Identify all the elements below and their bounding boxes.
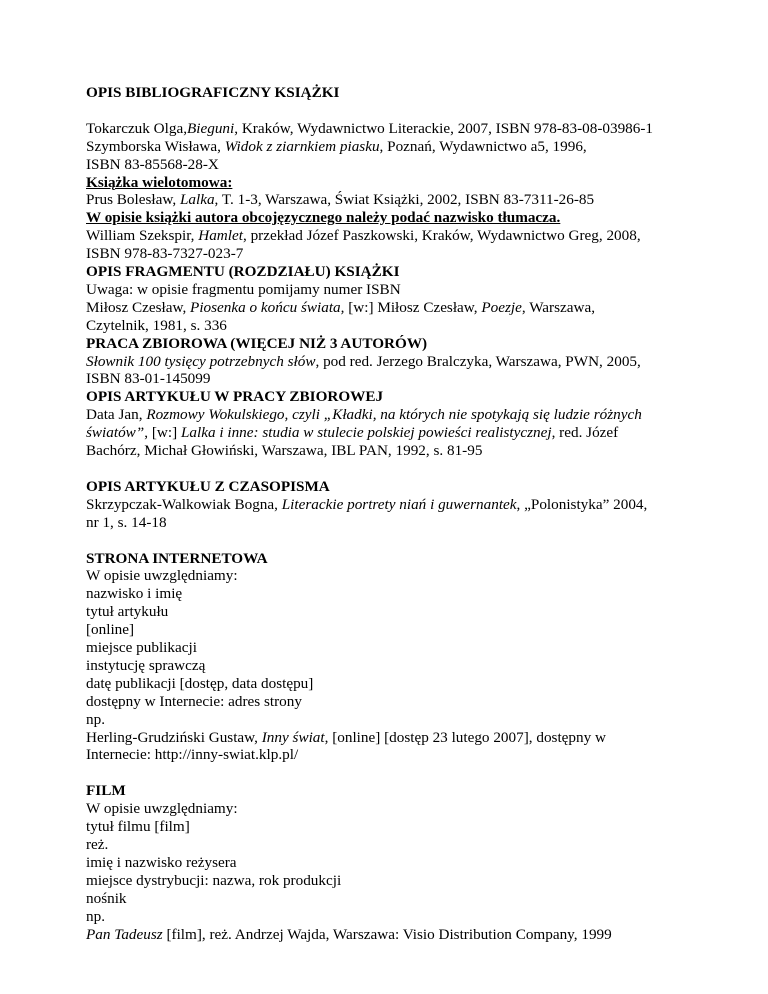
heading-article-journal: OPIS ARTYKUŁU Z CZASOPISMA (86, 477, 330, 495)
heading-article-collective: OPIS ARTYKUŁU W PRACY ZBIOROWEJ (86, 388, 384, 406)
film-intro: W opisie uwzględniamy: (86, 800, 238, 818)
entry-szymborska-isbn: ISBN 83-85568-28-X (86, 155, 219, 173)
film-item: np. (86, 907, 105, 925)
entry-prus: Prus Bolesław, Lalka, T. 1-3, Warszawa, Świat Książki, 2002, ISBN 83-7311-26-85 (86, 191, 595, 209)
entry-herling-line2: Internecie: http://inny-swiat.klp.pl/ (86, 746, 299, 764)
entry-pan-tadeusz: Pan Tadeusz [film], reż. Andrzej Wajda, Warszawa: Visio Distribution Company, 1999 (86, 925, 612, 943)
website-intro: W opisie uwzględniamy: (86, 567, 238, 585)
website-item: datę publikacji [dostęp, data dostępu] (86, 674, 314, 692)
entry-data-jan: Data Jan, Rozmowy Wokulskiego, czyli „Kładki, na których nie spotykają się ludzie różnych (86, 406, 642, 424)
website-item: tytuł artykułu (86, 603, 169, 621)
fragment-note: Uwaga: w opisie fragmentu pomijamy numer ISBN (86, 280, 401, 298)
film-item: nośnik (86, 889, 127, 907)
entry-data-jan-line3: Bachórz, Michał Głowiński, Warszawa, IBL PAN, 1992, s. 81-95 (86, 442, 483, 460)
entry-szekspir-isbn: ISBN 978-83-7327-023-7 (86, 245, 244, 263)
heading-website: STRONA INTERNETOWA (86, 549, 268, 567)
entry-tokarczuk: Tokarczuk Olga,Bieguni, Kraków, Wydawnictwo Literackie, 2007, ISBN 978-83-08-03986-1 (86, 119, 654, 137)
entry-milosz: Miłosz Czesław, Piosenka o końcu świata, [w:] Miłosz Czesław, Poezje, Warszawa, (86, 298, 596, 316)
website-item: miejsce publikacji (86, 639, 197, 657)
entry-data-jan-line2: światów”, [w:] Lalka i inne: studia w stulecie polskiej powieści realistycznej, red. Józef (86, 424, 619, 442)
entry-szekspir: William Szekspir, Hamlet, przekład Józef Paszkowski, Kraków, Wydawnictwo Greg, 2008, (86, 227, 641, 245)
entry-slownik: Słownik 100 tysięcy potrzebnych słów, pod red. Jerzego Bralczyka, Warszawa, PWN, 2005, (86, 352, 641, 370)
website-item: [online] (86, 621, 135, 639)
film-item: tytuł filmu [film] (86, 818, 190, 836)
film-item: imię i nazwisko reżysera (86, 853, 237, 871)
page-title: OPIS BIBLIOGRAFICZNY KSIĄŻKI (86, 84, 340, 101)
entry-szymborska: Szymborska Wisława, Widok z ziarnkiem piasku, Poznań, Wydawnictwo a5, 1996, (86, 137, 587, 155)
entry-milosz-line2: Czytelnik, 1981, s. 336 (86, 316, 227, 334)
document-page (86, 84, 746, 943)
entry-skrzypczak: Skrzypczak-Walkowiak Bogna, Literackie portrety niań i guwernantek, „Polonistyka” 2004, (86, 495, 648, 513)
heading-foreign-author: W opisie książki autora obcojęzycznego należy podać nazwisko tłumacza. (86, 209, 561, 227)
entry-herling: Herling-Grudziński Gustaw, Inny świat, [online] [dostęp 23 lutego 2007], dostępny w (86, 728, 606, 746)
website-item: dostępny w Internecie: adres strony (86, 692, 302, 710)
heading-fragment: OPIS FRAGMENTU (ROZDZIAŁU) KSIĄŻKI (86, 263, 400, 281)
heading-collective: PRACA ZBIOROWA (WIĘCEJ NIŻ 3 AUTORÓW) (86, 334, 428, 352)
entry-skrzypczak-line2: nr 1, s. 14-18 (86, 513, 167, 531)
film-item: reż. (86, 836, 109, 853)
entry-slownik-isbn: ISBN 83-01-145099 (86, 370, 211, 388)
website-item: np. (86, 710, 105, 728)
heading-film: FILM (86, 782, 126, 800)
film-item: miejsce dystrybucji: nazwa, rok produkcji (86, 871, 342, 889)
website-item: instytucję sprawczą (86, 656, 206, 674)
website-item: nazwisko i imię (86, 585, 183, 603)
heading-multivolume: Książka wielotomowa: (86, 173, 233, 191)
